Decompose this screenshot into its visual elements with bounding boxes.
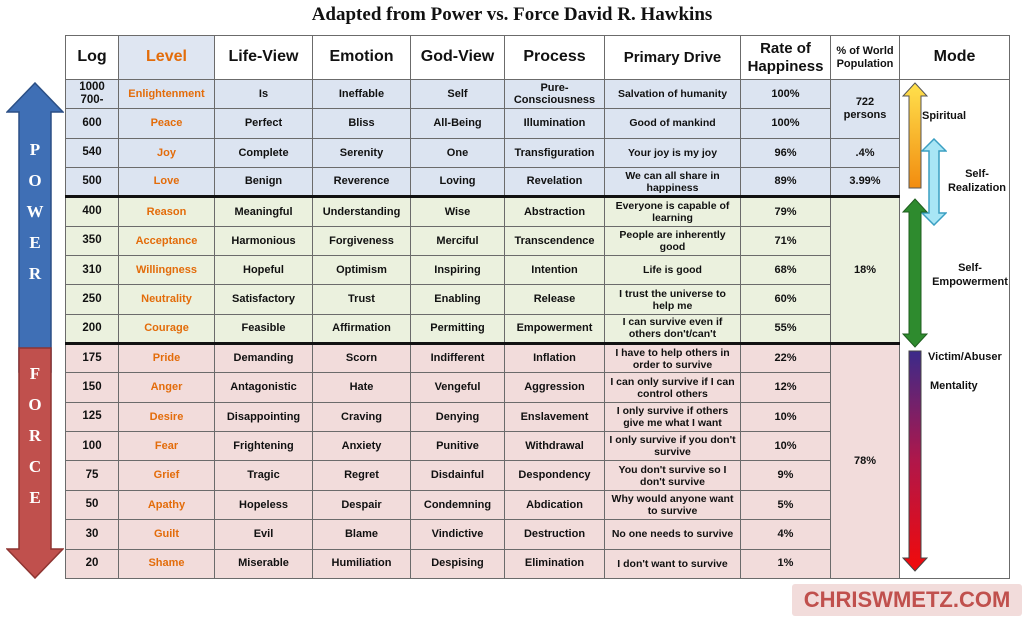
log-cell: 75 <box>66 461 119 490</box>
process-cell: Aggression <box>505 373 605 402</box>
emotion-cell: Affirmation <box>313 314 411 343</box>
happiness-cell: 100% <box>741 80 831 109</box>
happiness-cell: 100% <box>741 109 831 138</box>
header-god-view: God-View <box>411 36 505 80</box>
emotion-cell: Blame <box>313 520 411 549</box>
emotion-cell: Understanding <box>313 197 411 226</box>
primary-drive-cell: I trust the universe to help me <box>605 285 741 314</box>
god-view-cell: Disdainful <box>411 461 505 490</box>
happiness-cell: 5% <box>741 490 831 519</box>
header-level: Level <box>119 36 215 80</box>
log-cell: 30 <box>66 520 119 549</box>
emotion-cell: Optimism <box>313 256 411 285</box>
happiness-cell: 55% <box>741 314 831 343</box>
life-view-cell: Antagonistic <box>215 373 313 402</box>
life-view-cell: Perfect <box>215 109 313 138</box>
life-view-cell: Tragic <box>215 461 313 490</box>
process-cell: Abdication <box>505 490 605 519</box>
emotion-cell: Trust <box>313 285 411 314</box>
happiness-cell: 68% <box>741 256 831 285</box>
primary-drive-cell: Good of mankind <box>605 109 741 138</box>
life-view-cell: Feasible <box>215 314 313 343</box>
happiness-cell: 1% <box>741 549 831 579</box>
emotion-cell: Scorn <box>313 344 411 373</box>
happiness-cell: 60% <box>741 285 831 314</box>
life-view-cell: Satisfactory <box>215 285 313 314</box>
process-cell: Withdrawal <box>505 432 605 461</box>
header-world-population: % of World Population <box>831 36 900 80</box>
level-cell: Willingness <box>119 256 215 285</box>
primary-drive-cell: No one needs to survive <box>605 520 741 549</box>
happiness-cell: 12% <box>741 373 831 402</box>
power-letter: O <box>28 171 42 190</box>
life-view-cell: Complete <box>215 138 313 167</box>
primary-drive-cell: I don't want to survive <box>605 549 741 579</box>
force-letter: R <box>28 426 42 445</box>
life-view-cell: Evil <box>215 520 313 549</box>
primary-drive-cell: I can only survive if I can control others <box>605 373 741 402</box>
emotion-cell: Bliss <box>313 109 411 138</box>
victim-mentality-bar <box>902 350 928 572</box>
self-empowerment-arrow <box>902 198 928 348</box>
emotion-cell: Humiliation <box>313 549 411 579</box>
primary-drive-cell: I have to help others in order to survive <box>605 344 741 373</box>
process-cell: Enslavement <box>505 402 605 431</box>
mode-mentality: Mentality <box>930 380 978 392</box>
level-cell: Courage <box>119 314 215 343</box>
log-cell: 250 <box>66 285 119 314</box>
god-view-cell: Despising <box>411 549 505 579</box>
primary-drive-cell: Everyone is capable of learning <box>605 197 741 226</box>
life-view-cell: Meaningful <box>215 197 313 226</box>
table-row <box>66 344 1010 373</box>
primary-drive-cell: People are inherently good <box>605 226 741 255</box>
level-cell: Neutrality <box>119 285 215 314</box>
primary-drive-cell: I only survive if you don't survive <box>605 432 741 461</box>
god-view-cell: One <box>411 138 505 167</box>
page-title: Adapted from Power vs. Force David R. Hawkins <box>311 4 713 25</box>
life-view-cell: Harmonious <box>215 226 313 255</box>
life-view-cell: Disappointing <box>215 402 313 431</box>
level-cell: Fear <box>119 432 215 461</box>
log-cell: 150 <box>66 373 119 402</box>
power-letter: R <box>28 264 42 283</box>
process-cell: Transcendence <box>505 226 605 255</box>
log-cell: 310 <box>66 256 119 285</box>
happiness-cell: 9% <box>741 461 831 490</box>
population-cell: 722 persons <box>831 80 900 139</box>
god-view-cell: Denying <box>411 402 505 431</box>
log-cell: 100 <box>66 432 119 461</box>
level-cell: Grief <box>119 461 215 490</box>
happiness-cell: 79% <box>741 197 831 226</box>
header-primary-drive: Primary Drive <box>605 36 741 80</box>
power-letter: P <box>29 140 41 159</box>
happiness-cell: 71% <box>741 226 831 255</box>
log-cell: 125 <box>66 402 119 431</box>
happiness-cell: 96% <box>741 138 831 167</box>
level-cell: Guilt <box>119 520 215 549</box>
log-cell: 500 <box>66 168 119 197</box>
mode-victim-abuser: Victim/Abuser <box>928 351 1002 363</box>
process-cell: Transfiguration <box>505 138 605 167</box>
god-view-cell: Punitive <box>411 432 505 461</box>
level-cell: Acceptance <box>119 226 215 255</box>
process-cell: Release <box>505 285 605 314</box>
level-cell: Joy <box>119 138 215 167</box>
happiness-cell: 22% <box>741 344 831 373</box>
power-arrow <box>6 82 64 374</box>
mode-spiritual: Spiritual <box>922 110 967 122</box>
level-cell: Peace <box>119 109 215 138</box>
god-view-cell: Condemning <box>411 490 505 519</box>
process-cell: Despondency <box>505 461 605 490</box>
happiness-cell: 89% <box>741 168 831 197</box>
level-cell: Shame <box>119 549 215 579</box>
log-cell: 1000 700- <box>66 80 119 109</box>
primary-drive-cell: I can survive even if others don't/can't <box>605 314 741 343</box>
process-cell: Illumination <box>505 109 605 138</box>
life-view-cell: Frightening <box>215 432 313 461</box>
force-letter: O <box>28 395 42 414</box>
level-cell: Love <box>119 168 215 197</box>
god-view-cell: Merciful <box>411 226 505 255</box>
god-view-cell: Wise <box>411 197 505 226</box>
level-cell: Enlightenment <box>119 80 215 109</box>
level-cell: Reason <box>119 197 215 226</box>
process-cell: Abstraction <box>505 197 605 226</box>
process-cell: Elimination <box>505 549 605 579</box>
primary-drive-cell: We can all share in happiness <box>605 168 741 197</box>
population-cell: 3.99% <box>831 168 900 197</box>
emotion-cell: Despair <box>313 490 411 519</box>
power-letter: E <box>29 233 41 252</box>
emotion-cell: Ineffable <box>313 80 411 109</box>
god-view-cell: Vengeful <box>411 373 505 402</box>
life-view-cell: Demanding <box>215 344 313 373</box>
force-letter: C <box>28 457 42 476</box>
level-cell: Apathy <box>119 490 215 519</box>
process-cell: Inflation <box>505 344 605 373</box>
header-emotion: Emotion <box>313 36 411 80</box>
log-cell: 350 <box>66 226 119 255</box>
header-rate-of-happiness: Rate of Happiness <box>741 36 831 80</box>
power-letter: W <box>26 202 44 221</box>
emotion-cell: Reverence <box>313 168 411 197</box>
emotion-cell: Hate <box>313 373 411 402</box>
primary-drive-cell: Your joy is my joy <box>605 138 741 167</box>
emotion-cell: Serenity <box>313 138 411 167</box>
log-cell: 600 <box>66 109 119 138</box>
process-cell: Intention <box>505 256 605 285</box>
life-view-cell: Hopeless <box>215 490 313 519</box>
god-view-cell: All-Being <box>411 109 505 138</box>
log-cell: 50 <box>66 490 119 519</box>
emotion-cell: Regret <box>313 461 411 490</box>
log-cell: 400 <box>66 197 119 226</box>
life-view-cell: Is <box>215 80 313 109</box>
process-cell: Empowerment <box>505 314 605 343</box>
emotion-cell: Craving <box>313 402 411 431</box>
log-cell: 20 <box>66 549 119 579</box>
primary-drive-cell: Life is good <box>605 256 741 285</box>
god-view-cell: Self <box>411 80 505 109</box>
level-cell: Pride <box>119 344 215 373</box>
mode-self-empowerment: Self-Empowerment <box>932 262 1008 289</box>
god-view-cell: Vindictive <box>411 520 505 549</box>
mode-column <box>900 80 1010 579</box>
table-row <box>66 197 1010 226</box>
god-view-cell: Indifferent <box>411 344 505 373</box>
happiness-cell: 10% <box>741 402 831 431</box>
happiness-cell: 4% <box>741 520 831 549</box>
header-log: Log <box>66 36 119 80</box>
population-cell: 18% <box>831 197 900 344</box>
god-view-cell: Loving <box>411 168 505 197</box>
emotion-cell: Anxiety <box>313 432 411 461</box>
level-cell: Desire <box>119 402 215 431</box>
population-cell: .4% <box>831 138 900 167</box>
force-letter: E <box>29 488 41 507</box>
life-view-cell: Benign <box>215 168 313 197</box>
emotion-cell: Forgiveness <box>313 226 411 255</box>
log-cell: 200 <box>66 314 119 343</box>
log-cell: 175 <box>66 344 119 373</box>
primary-drive-cell: Salvation of humanity <box>605 80 741 109</box>
population-cell: 78% <box>831 344 900 579</box>
level-cell: Anger <box>119 373 215 402</box>
god-view-cell: Permitting <box>411 314 505 343</box>
process-cell: Destruction <box>505 520 605 549</box>
life-view-cell: Miserable <box>215 549 313 579</box>
god-view-cell: Enabling <box>411 285 505 314</box>
table-row <box>66 168 1010 197</box>
table-row <box>66 138 1010 167</box>
levels-table <box>65 35 1010 579</box>
happiness-cell: 10% <box>741 432 831 461</box>
table-row <box>66 80 1010 109</box>
god-view-cell: Inspiring <box>411 256 505 285</box>
header-life-view: Life-View <box>215 36 313 80</box>
header-mode: Mode <box>900 36 1010 80</box>
process-cell: Pure-Consciousness <box>505 80 605 109</box>
primary-drive-cell: You don't survive so I don't survive <box>605 461 741 490</box>
life-view-cell: Hopeful <box>215 256 313 285</box>
log-cell: 540 <box>66 138 119 167</box>
header-process: Process <box>505 36 605 80</box>
process-cell: Revelation <box>505 168 605 197</box>
primary-drive-cell: I only survive if others give me what I want <box>605 402 741 431</box>
force-letter: F <box>29 364 41 383</box>
mode-self-realization: Self-Realization <box>947 168 1007 195</box>
site-watermark: CHRISWMETZ.COM <box>792 584 1022 616</box>
primary-drive-cell: Why would anyone want to survive <box>605 490 741 519</box>
